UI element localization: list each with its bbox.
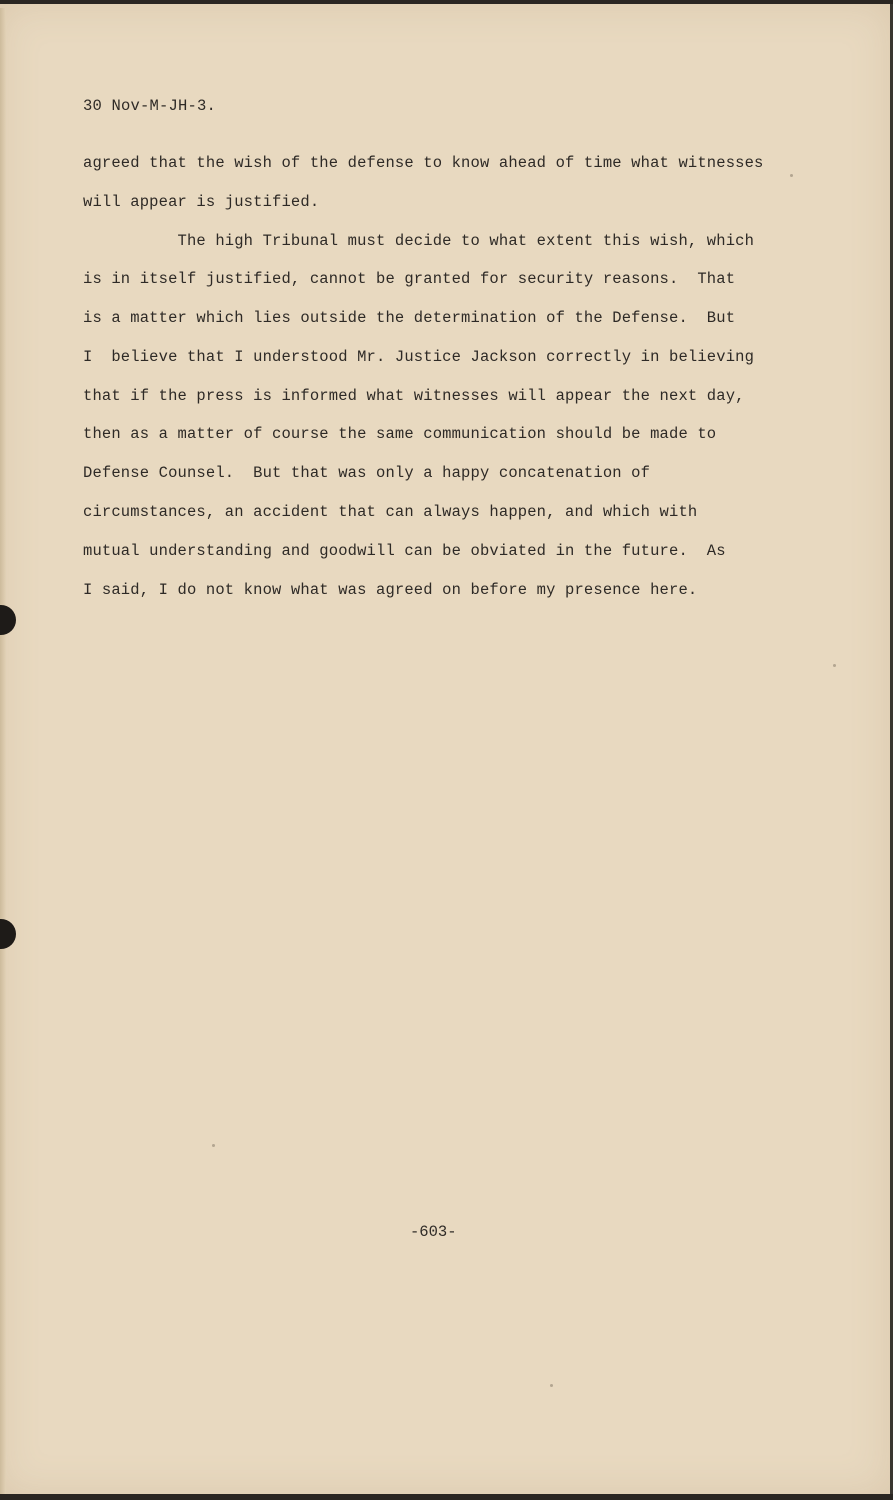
body-text-line: agreed that the wish of the defense to know ahead of time what witnesses — [83, 154, 764, 172]
body-text-line: circumstances, an accident that can always happen, and which with — [83, 503, 698, 521]
scan-bottom-border — [0, 1494, 893, 1500]
paper-speck — [550, 1384, 553, 1387]
paper-speck — [212, 1144, 215, 1147]
page-left-edge — [0, 8, 6, 1494]
binder-punch-hole — [0, 919, 16, 949]
body-text-line: will appear is justified. — [83, 193, 320, 211]
paper-speck — [790, 174, 793, 177]
document-header-reference: 30 Nov-M-JH-3. — [83, 97, 217, 115]
page-number: -603- — [410, 1223, 457, 1241]
paper-speck — [833, 664, 836, 667]
binder-punch-hole — [0, 605, 16, 635]
body-text-line: is a matter which lies outside the determination of the Defense. But — [83, 309, 736, 327]
body-text-line: is in itself justified, cannot be granted for security reasons. That — [83, 270, 736, 288]
body-text-line: that if the press is informed what witnesses will appear the next day, — [83, 387, 745, 405]
body-text-line: I said, I do not know what was agreed on before my presence here. — [83, 581, 698, 599]
body-text-line: Defense Counsel. But that was only a happy concatenation of — [83, 464, 651, 482]
body-text-line: mutual understanding and goodwill can be obviated in the future. As — [83, 542, 726, 560]
body-text-line: The high Tribunal must decide to what extent this wish, which — [83, 232, 755, 250]
document-page — [0, 4, 890, 1494]
body-text-line: I believe that I understood Mr. Justice Jackson correctly in believing — [83, 348, 755, 366]
body-text-line: then as a matter of course the same communication should be made to — [83, 425, 717, 443]
